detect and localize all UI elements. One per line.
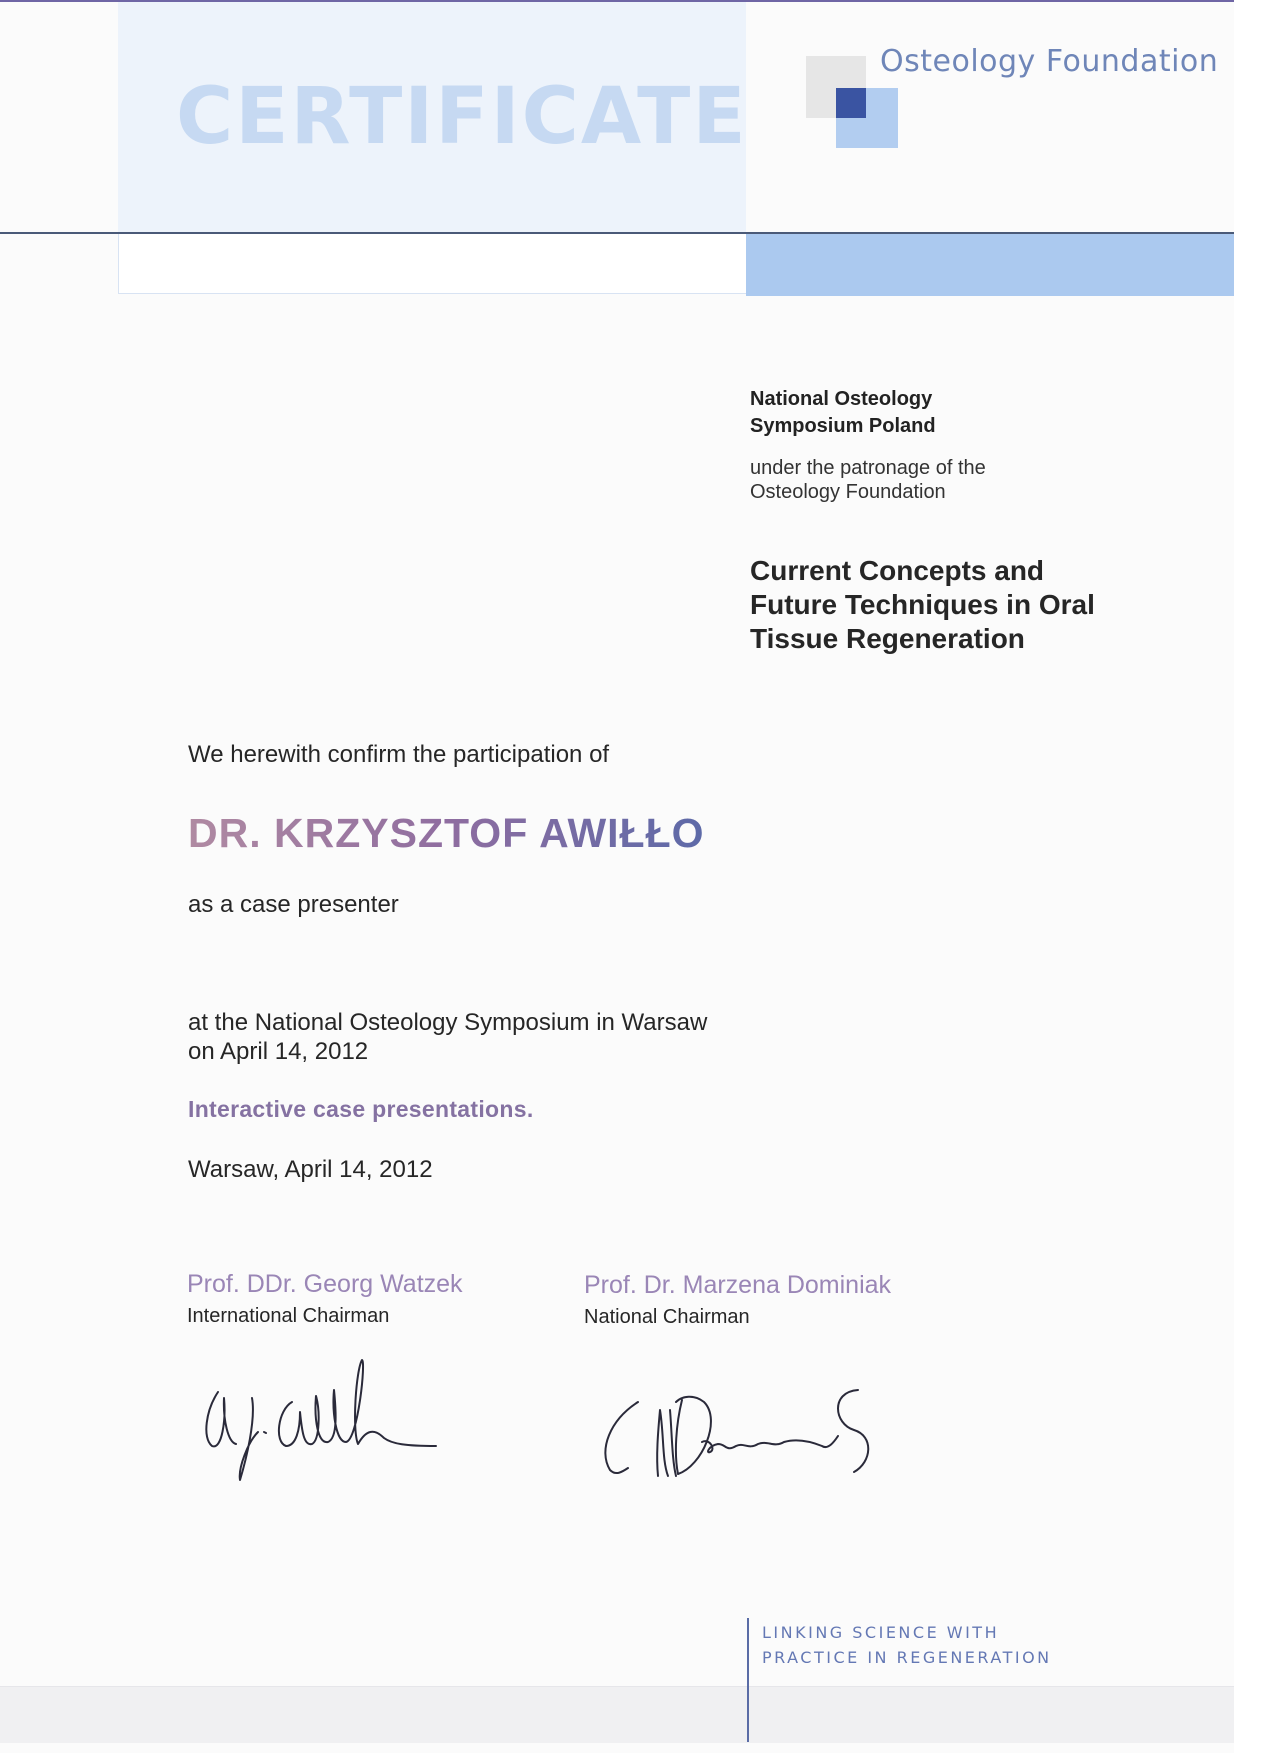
header-band-left bbox=[118, 234, 746, 294]
signatory-name: Prof. Dr. Marzena Dominiak bbox=[584, 1271, 892, 1299]
footer-divider bbox=[747, 1618, 749, 1742]
participant-name: DR. KRZYSZTOF AWIŁŁO bbox=[188, 810, 705, 856]
header-band-accent bbox=[746, 234, 1234, 296]
event-location-date: at the National Osteology Symposium in Warsaw on April 14, 2012 bbox=[188, 1009, 708, 1065]
symposium-name: National Osteology Symposium Poland bbox=[750, 388, 936, 437]
signatory-national bbox=[584, 1271, 1004, 1329]
signatory-name: Prof. DDr. Georg Watzek bbox=[187, 1270, 463, 1298]
participant-role: as a case presenter bbox=[188, 891, 399, 918]
page-edge bbox=[1234, 0, 1264, 1753]
patronage-text: under the patronage of the Osteology Foundation bbox=[750, 457, 986, 503]
footer-strip bbox=[0, 1686, 1238, 1743]
course-title: Current Concepts and Future Techniques in Oral Tissue Regeneration bbox=[750, 555, 1095, 654]
signature-dominiak-icon bbox=[598, 1380, 898, 1490]
signatory-international bbox=[187, 1270, 607, 1328]
place-and-date: Warsaw, April 14, 2012 bbox=[188, 1156, 433, 1183]
footer-tagline: LINKING SCIENCE WITH PRACTICE IN REGENERATION bbox=[762, 1623, 1052, 1667]
certificate-title: CERTIFICATE bbox=[176, 72, 748, 162]
program-title: Interactive case presentations. bbox=[188, 1096, 534, 1122]
signature-watzek-icon bbox=[196, 1350, 456, 1490]
signatory-role: National Chairman bbox=[584, 1306, 750, 1328]
confirmation-text: We herewith confirm the participation of bbox=[188, 741, 610, 768]
organization-name: Osteology Foundation bbox=[880, 44, 1219, 79]
event-info bbox=[750, 386, 1220, 656]
signatory-role: International Chairman bbox=[187, 1305, 390, 1327]
